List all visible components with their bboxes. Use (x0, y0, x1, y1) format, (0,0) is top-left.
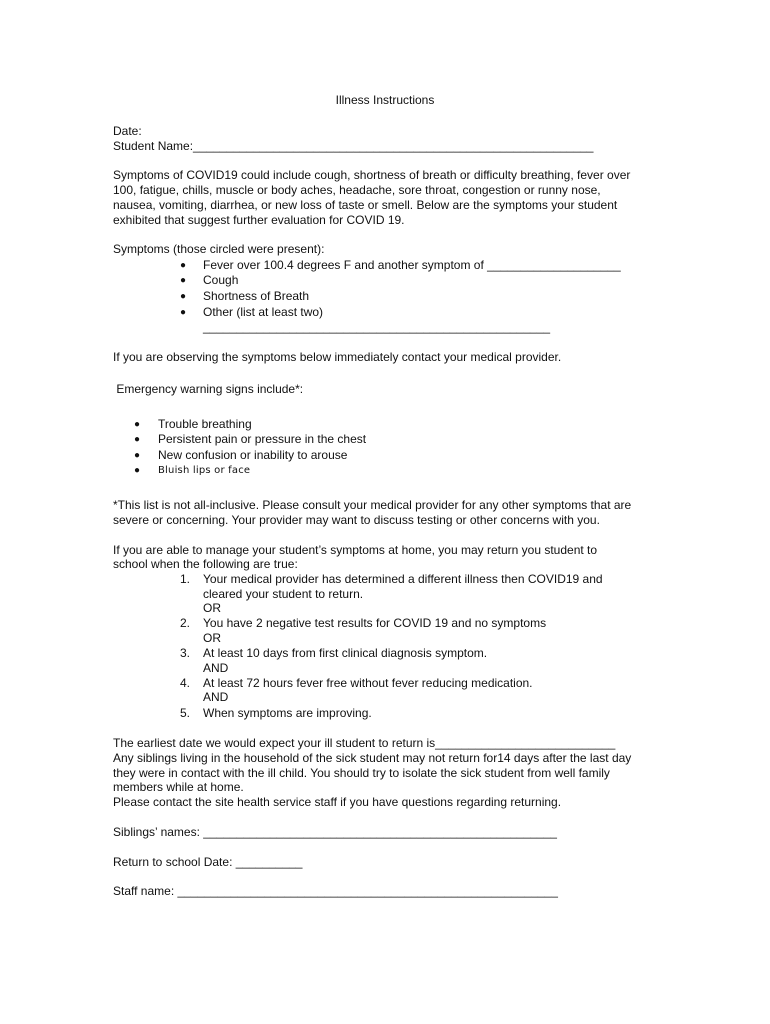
bullet-icon: ● (134, 419, 141, 430)
condition-text: cleared your student to return. (203, 587, 364, 601)
staff-name-line: Staff name: _________________________________________________________ (113, 884, 558, 898)
condition-number: 3. (180, 646, 191, 660)
return-intro-line: If you are able to manage your student’s symptoms at home, you may return you student to (113, 543, 598, 557)
condition-number: 4. (180, 676, 191, 690)
return-date-line: Return to school Date: __________ (113, 855, 303, 869)
intro-line: exhibited that suggest further evaluation for COVID 19. (113, 213, 405, 227)
condition-connector: AND (203, 690, 229, 704)
closing-line: members while at home. (113, 780, 244, 794)
emergency-sign-text: Bluish lips or face (158, 465, 251, 476)
other-symptoms-line: ____________________________________________________ (203, 320, 551, 334)
intro-line: nausea, vomiting, diarrhea, or new loss of taste or smell. Below are the symptoms your student (113, 198, 618, 212)
emergency-sign-text: New confusion or inability to arouse (158, 448, 348, 462)
bullet-icon: ● (134, 434, 141, 445)
intro-line: 100, fatigue, chills, muscle or body aches, headache, sore throat, congestion or runny nose, (113, 183, 601, 197)
intro-line: Symptoms of COVID19 could include cough, shortness of breath or difficulty breathing, fever over (113, 168, 631, 182)
symptom-text: Shortness of Breath (203, 289, 310, 303)
condition-number: 5. (180, 706, 191, 720)
condition-connector: AND (203, 661, 229, 675)
bullet-icon: ● (134, 450, 141, 461)
condition-text: Your medical provider has determined a different illness then COVID19 and (203, 572, 603, 586)
condition-text: At least 10 days from first clinical diagnosis symptom. (203, 646, 488, 660)
student-name-line: Student Name:____________________________________________________________ (113, 139, 594, 153)
closing-line: they were in contact with the ill child. You should try to isolate the sick student from well family (113, 766, 610, 780)
emergency-heading: Emergency warning signs include*: (113, 382, 304, 396)
symptom-text: Other (list at least two) (203, 305, 324, 319)
symptom-text: Fever over 100.4 degrees F and another symptom of ____________________ (203, 258, 621, 272)
bullet-icon: ● (134, 465, 141, 476)
condition-connector: OR (203, 601, 221, 615)
closing-line: Any siblings living in the household of the sick student may not return for14 days after the last day (113, 751, 632, 765)
condition-connector: OR (203, 631, 221, 645)
bullet-icon: ● (180, 260, 187, 271)
siblings-names-line: Siblings’ names: _____________________________________________________ (113, 825, 557, 839)
condition-number: 1. (180, 572, 191, 586)
disclaimer-line: *This list is not all-inclusive. Please consult your medical provider for any other symptoms that are (113, 498, 632, 512)
date-label: Date: (113, 124, 142, 138)
bullet-icon: ● (180, 307, 187, 318)
closing-line: The earliest date we would expect your ill student to return is___________________________ (113, 736, 616, 750)
condition-text: When symptoms are improving. (203, 706, 372, 720)
symptoms-heading: Symptoms (those circled were present): (113, 242, 325, 256)
condition-text: You have 2 negative test results for COVID 19 and no symptoms (203, 616, 547, 630)
emergency-sign-text: Trouble breathing (158, 417, 252, 431)
condition-number: 2. (180, 616, 191, 630)
contact-provider-text: If you are observing the symptoms below immediately contact your medical provider. (113, 350, 562, 364)
bullet-icon: ● (180, 275, 187, 286)
symptom-text: Cough (203, 273, 239, 287)
disclaimer-line: severe or concerning. Your provider may want to discuss testing or other concerns with you. (113, 513, 600, 527)
condition-text: At least 72 hours fever free without fever reducing medication. (203, 676, 533, 690)
bullet-icon: ● (180, 291, 187, 302)
document-title: Illness Instructions (335, 93, 435, 107)
emergency-sign-text: Persistent pain or pressure in the chest (158, 432, 367, 446)
closing-line: Please contact the site health service staff if you have questions regarding returning. (113, 795, 562, 809)
return-intro-line: school when the following are true: (113, 557, 298, 571)
